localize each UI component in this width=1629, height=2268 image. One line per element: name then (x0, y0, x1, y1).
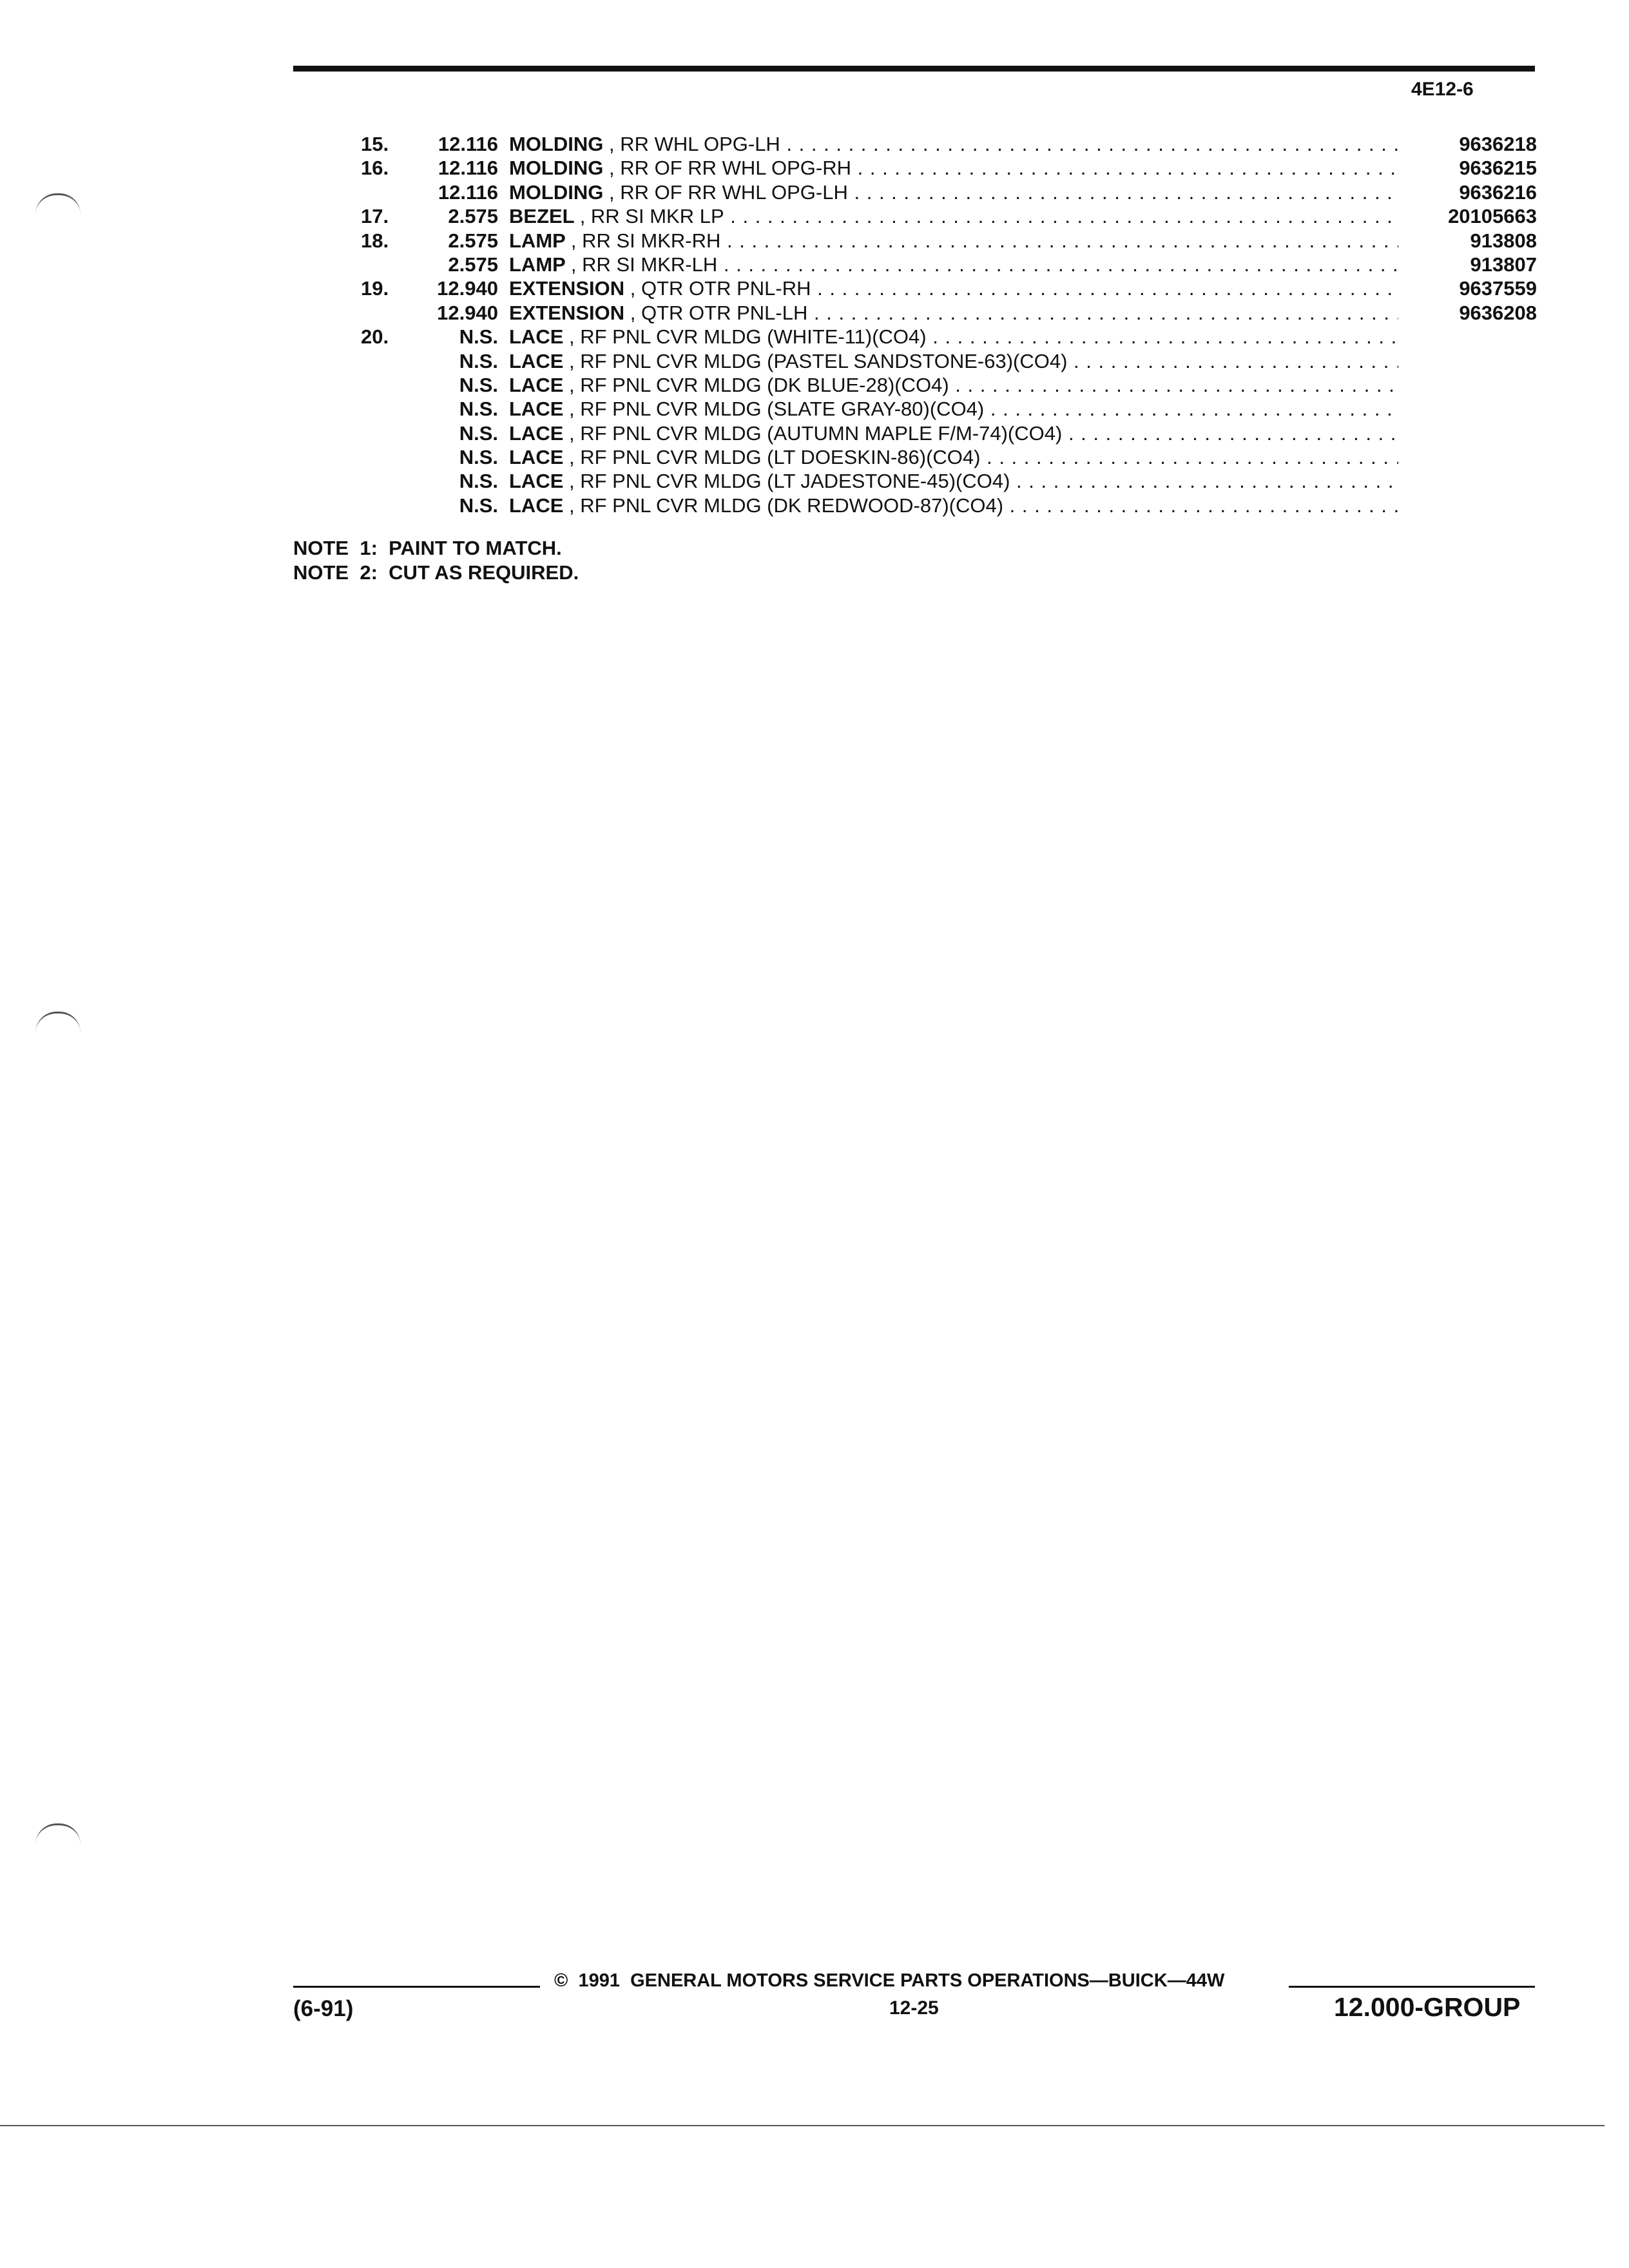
part-detail: , RR SI MKR LP (579, 205, 724, 228)
part-name: LACE (509, 421, 564, 445)
footer-rule-left (293, 1986, 540, 1988)
group-number: N.S. (459, 446, 498, 469)
part-name: MOLDING (509, 133, 604, 155)
list-item (290, 253, 1537, 276)
group-number: N.S. (459, 494, 498, 517)
list-item (290, 325, 1537, 349)
part-detail: , RF PNL CVR MLDG (WHITE-11)(CO4) (569, 325, 927, 349)
part-name: LACE (509, 446, 564, 469)
group-number: 2.575 (448, 229, 498, 252)
list-item (290, 469, 1537, 493)
part-detail: , RR SI MKR-LH (570, 253, 718, 276)
part-name: LACE (509, 373, 564, 396)
part-number: 20105663 (1448, 205, 1537, 228)
page-bottom-edge (0, 2125, 1605, 2126)
item-number: 15. (361, 133, 389, 155)
item-number: 20. (361, 325, 389, 349)
copyright-line: © 1991 GENERAL MOTORS SERVICE PARTS OPERATIONS—BUICK—44W (554, 1970, 1225, 1991)
list-item (290, 229, 1537, 253)
list-item (290, 397, 1537, 421)
part-description (509, 301, 1398, 325)
part-detail: , RF PNL CVR MLDG (DK BLUE-28)(CO4) (569, 373, 949, 396)
page-number: 12-25 (889, 1997, 939, 2019)
punch-hole-mark (35, 193, 81, 215)
part-detail: , RF PNL CVR MLDG (SLATE GRAY-80)(CO4) (569, 398, 985, 421)
part-detail: , RR OF RR WHL OPG-LH (609, 180, 848, 204)
group-number: 12.940 (437, 301, 498, 324)
list-item (290, 156, 1537, 180)
list-item (290, 276, 1537, 300)
part-description (509, 397, 1398, 421)
group-number: N.S. (459, 325, 498, 349)
group-number: 12.940 (437, 277, 498, 300)
revision-date: (6-91) (293, 1996, 354, 2021)
part-name: LACE (509, 494, 564, 517)
note-2: NOTE 2: CUT AS REQUIRED. (293, 561, 579, 584)
part-description (509, 349, 1398, 373)
part-name: LACE (509, 349, 564, 372)
part-name: BEZEL (509, 205, 575, 228)
part-name: LAMP (509, 229, 566, 252)
part-name: EXTENSION (509, 277, 625, 300)
part-name: EXTENSION (509, 301, 625, 324)
part-detail: , QTR OTR PNL-RH (630, 277, 811, 300)
list-item (290, 301, 1537, 325)
list-item (290, 494, 1537, 517)
list-item (290, 445, 1537, 469)
part-name: LACE (509, 325, 564, 349)
item-number: 17. (361, 205, 389, 228)
part-name: MOLDING (509, 180, 604, 204)
part-description (509, 132, 1398, 156)
part-detail: , RR WHL OPG-LH (609, 133, 780, 155)
part-number: 9636218 (1459, 133, 1537, 155)
group-number: N.S. (459, 373, 498, 396)
part-name: LAMP (509, 253, 566, 276)
list-item (290, 421, 1537, 445)
list-item (290, 349, 1537, 373)
part-detail: , RR OF RR WHL OPG-RH (609, 157, 852, 180)
part-description (509, 421, 1398, 445)
part-description (509, 325, 1398, 349)
group-number: 12.116 (438, 180, 498, 204)
list-item (290, 132, 1537, 156)
group-number: 12.116 (438, 133, 498, 155)
group-number: 2.575 (448, 205, 498, 228)
part-number: 913808 (1470, 229, 1537, 252)
part-detail: , RF PNL CVR MLDG (PASTEL SANDSTONE-63)(CO4) (569, 349, 1068, 372)
part-description (509, 469, 1398, 493)
item-number: 18. (361, 229, 389, 252)
group-number: N.S. (459, 349, 498, 372)
note-1: NOTE 1: PAINT TO MATCH. (293, 537, 562, 559)
part-number: 913807 (1470, 253, 1537, 276)
part-description (509, 229, 1398, 253)
list-item (290, 204, 1537, 228)
item-number: 16. (361, 157, 389, 180)
list-item (290, 373, 1537, 397)
part-detail: , RF PNL CVR MLDG (LT DOESKIN-86)(CO4) (569, 446, 981, 469)
part-name: LACE (509, 398, 564, 421)
group-number: N.S. (459, 398, 498, 421)
part-description (509, 494, 1398, 517)
punch-hole-mark (35, 1823, 81, 1845)
part-name: MOLDING (509, 157, 604, 180)
part-description (509, 204, 1398, 228)
item-number: 19. (361, 277, 389, 300)
group-number: N.S. (459, 470, 498, 493)
footer-rule-right (1289, 1986, 1535, 1988)
part-description (509, 156, 1398, 180)
part-description (509, 445, 1398, 469)
part-name: LACE (509, 470, 564, 493)
header-rule (293, 66, 1535, 72)
part-description (509, 373, 1398, 397)
part-detail: , RR SI MKR-RH (570, 229, 721, 252)
group-number: 2.575 (448, 253, 498, 276)
list-item (290, 180, 1537, 204)
group-label: 12.000-GROUP (1334, 1992, 1521, 2022)
part-detail: , QTR OTR PNL-LH (630, 301, 808, 324)
part-detail: , RF PNL CVR MLDG (AUTUMN MAPLE F/M-74)(CO4) (569, 421, 1063, 445)
parts-list (290, 132, 1537, 517)
part-number: 9637559 (1459, 277, 1537, 300)
page-code: 4E12-6 (1411, 79, 1474, 100)
part-description (509, 276, 1398, 300)
part-description (509, 253, 1398, 276)
part-description (509, 180, 1398, 204)
part-detail: , RF PNL CVR MLDG (LT JADESTONE-45)(CO4) (569, 470, 1010, 493)
part-number: 9636208 (1459, 301, 1537, 324)
part-number: 9636215 (1459, 157, 1537, 180)
part-number: 9636216 (1459, 180, 1537, 204)
part-detail: , RF PNL CVR MLDG (DK REDWOOD-87)(CO4) (569, 494, 1004, 517)
punch-hole-mark (35, 1012, 81, 1033)
notes (293, 536, 579, 585)
group-number: N.S. (459, 421, 498, 445)
group-number: 12.116 (438, 157, 498, 180)
